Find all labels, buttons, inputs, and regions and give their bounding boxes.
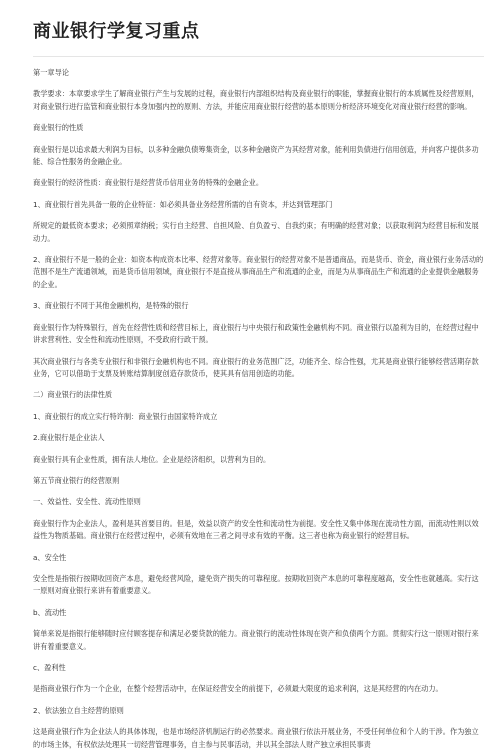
paragraph: 商业银行作为企业法人，盈利是其首要目的。但是，效益以资产的安全性和流动性为前提。安全性又集中体现在流动性方面，而流动性则以效益性为物质基础。商业银行在经营过程中，必须有效地在三者之间寻求有效的平衡。这三者也称为商业银行的经营目标。 [33, 518, 479, 541]
subsection-heading: c、盈利性 [33, 663, 66, 672]
paragraph: 商业银行的经济性质：商业银行是经营货币信用业务的特殊的金融企业。 [33, 178, 264, 188]
document-page [0, 20, 504, 749]
paragraph: 商业银行具有企业性质，拥有法人地位。企业是经济组织，以营利为目的。 [33, 454, 271, 464]
paragraph: 其次商业银行与各类专业银行和非银行金融机构也不同。商业银行的业务范围广泛，功能齐全、综合性强，尤其是商业银行能够经营活期存款业务，它可以借助于支票及转账结算制度创造存款货币，使其具有信用创造的功能。 [33, 356, 479, 378]
paragraph: 1、商业银行的成立实行特许制：商业银行由国家特许成立 [33, 411, 218, 421]
paragraph: 这是商业银行作为企业法人的具体体现，也是市场经济机制运行的必然要求。商业银行依法开展业务，不受任何单位和个人的干涉。作为独立的市场主体，有权依法处理其一切经营管理事务，自主参与民事活动，并以其全部法人财产独立承担民事责 [33, 727, 479, 749]
paragraph: 教学要求：本章要求学生了解商业银行产生与发展的过程，商业银行内部组织结构及商业银行的职能，掌握商业银行的本质属性及经营原则，对商业银行进行监管和商业银行本身加强内控的原则、方法，并能应用商业银行经营的基本原则分析经济环境变化对商业银行经营的影响。 [33, 89, 479, 111]
paragraph: 简单来说是指银行能够随时应付顾客提存和满足必要贷款的能力。商业银行的流动性体现在资产和负债两个方面。贯彻实行这一原则对银行来讲有着重要意义。 [33, 629, 479, 651]
section-heading: 一、效益性、安全性、流动性原则 [33, 497, 141, 507]
section-heading: 2、依法独立自主经营的原则 [33, 705, 124, 715]
paragraph: 商业银行是以追求最大利润为目标，以多种金融负债筹集资金，以多种金融资产为其经营对象，能利用负债进行信用创造，并向客户提供多功能、综合性服务的金融企业。 [33, 144, 479, 167]
section-heading: 二）商业银行的法律性质 [33, 390, 113, 400]
section-heading: 商业银行的性质 [33, 123, 84, 133]
document-title: 商业银行学复习重点 [33, 21, 200, 42]
section-heading: 第五节商业银行的经营原则 [33, 475, 120, 485]
subsection-heading: b、流动性 [33, 607, 67, 617]
paragraph: 2.商业银行是企业法人 [33, 433, 105, 443]
paragraph: 安全性是指银行按期收回资产本息，避免经营风险，避免资产损失的可靠程度。按期收回资产本息的可靠程度越高，安全性也就越高。实行这一原则对商业银行来讲有着重要意义。 [33, 573, 479, 596]
subsection-heading: a、安全性 [33, 552, 67, 562]
paragraph: 1、商业银行首先具备一般的企业特征：如必须具备业务经营所需的自有资本，并达到管理部门 [33, 199, 333, 209]
chapter-heading: 第一章导论 [33, 68, 69, 77]
paragraph: 3、商业银行不同于其他金融机构，是特殊的银行 [33, 301, 189, 311]
paragraph: 商业银行作为特殊银行，首先在经营性质和经营目标上，商业银行与中央银行和政策性金融机构不同。商业银行以盈利为目的，在经营过程中讲求营利性、安全性和流动性原则，不受政府行政干预。 [33, 322, 479, 345]
paragraph: 所规定的最低资本要求；必须照章纳税；实行自主经营、自担风险、自负盈亏、自我约束；有明确的经营对象；以获取利润为经营目标和发展动力。 [33, 221, 479, 243]
paragraph: 2、商业银行不是一般的企业：如资本构成资本比率、经营对象等。商业银行的经营对象不是普通商品，而是货币、资金，商业银行业务活动的范围不是生产流通领域，而是货币信用领域，商业银行不是直接从事商品生产和流通的企业，而是为从事商品生产和流通的企业提供金融服务的企业。 [33, 255, 484, 289]
paragraph: 是指商业银行作为一个企业，在整个经营活动中，在保证经营安全的前提下，必须最大限度的追求利润，这是其经营的内在动力。 [33, 684, 443, 694]
title-divider [33, 56, 484, 57]
